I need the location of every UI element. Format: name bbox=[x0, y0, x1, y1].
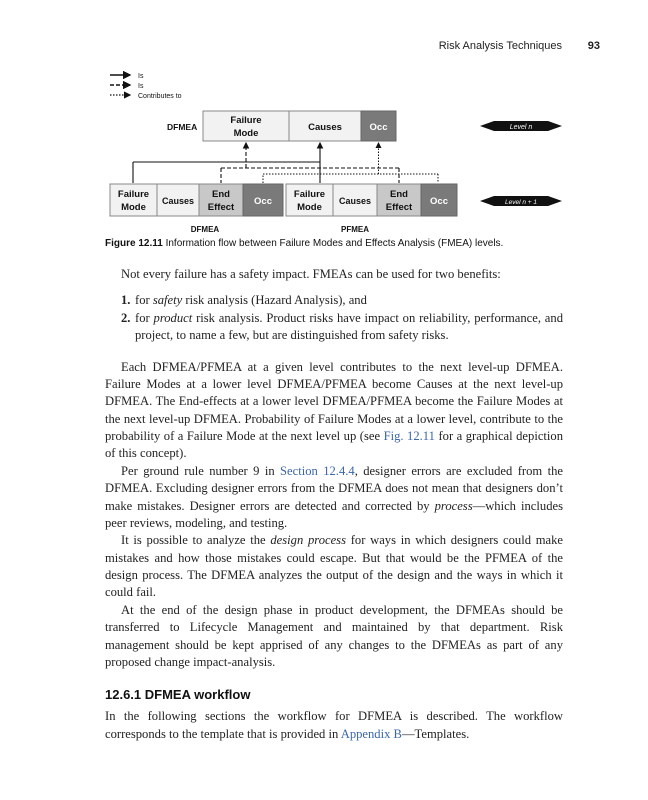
p2-text-a: Per ground rule number 9 in bbox=[121, 463, 281, 478]
figure-caption-text: Information flow between Failure Modes and Effects Analysis (FMEA) levels. bbox=[165, 238, 504, 249]
connectors bbox=[133, 143, 438, 183]
top-failure-mode-line1: Failure bbox=[230, 115, 262, 126]
list-text-em: product bbox=[153, 310, 193, 325]
page-number: 93 bbox=[587, 40, 600, 52]
right-end-effect-line2: Effect bbox=[385, 202, 413, 213]
p3-text-a: It is possible to analyze the bbox=[121, 533, 271, 548]
left-end-effect-line1: End bbox=[212, 189, 230, 200]
list-text-pre: for bbox=[135, 310, 154, 325]
list-text-post: risk analysis. Product risks have impact on reliability, performance, and project, to name a few, but are distinguished from safety risks. bbox=[135, 310, 563, 343]
legend-label-2: Is bbox=[138, 83, 144, 90]
left-failure-mode-line2: Mode bbox=[121, 202, 146, 213]
top-causes-text: Causes bbox=[308, 122, 342, 133]
top-failure-mode-line2: Mode bbox=[233, 128, 259, 139]
paragraph-3 bbox=[105, 532, 563, 602]
p5-text-b: —Templates. bbox=[401, 726, 470, 741]
benefit-list bbox=[105, 292, 563, 344]
running-head-title: Risk Analysis Techniques bbox=[438, 40, 562, 52]
legend-label-3: Contributes to bbox=[138, 93, 182, 100]
list-number: 1. bbox=[121, 293, 131, 308]
p2-text-em: process bbox=[434, 498, 473, 513]
appendix-link[interactable]: Appendix B bbox=[340, 726, 402, 741]
intro-paragraph: Not every failure has a safety impact. FMEAs can be used for two benefits: bbox=[121, 267, 501, 281]
paragraph-2 bbox=[105, 463, 563, 533]
legend-label-1: Is bbox=[138, 73, 144, 80]
body-text bbox=[105, 266, 563, 743]
right-causes-text: Causes bbox=[338, 196, 372, 206]
list-text-pre: for bbox=[135, 293, 153, 308]
section-heading: 12.6.1 DFMEA workflow bbox=[105, 687, 251, 703]
bottom-pfmea-label: PFMEA bbox=[341, 225, 369, 234]
fmea-diagram bbox=[105, 68, 565, 238]
p1-text-a: Each DFMEA/PFMEA at a given level contributes to the next level-up DFMEA. Failure Modes at a lower level DFMEA/PFMEA become Causes at the next level-up DFMEA. The End-effects at a lower level DFMEA/PFMEA become the Failure Modes at the next level-up DFMEA. Probability of Failure Modes at a lower level, contribute to the probability of a Failure Mode at the next level up (see bbox=[105, 359, 563, 443]
running-head bbox=[0, 40, 648, 56]
left-end-effect-line2: Effect bbox=[207, 202, 235, 213]
paragraph-4: At the end of the design phase in product development, the DFMEAs should be transferred to Lifecycle Management and maintained by that department. Risk management should be kept apprised of any changes to the DFMEAs as part of any proposed change impact-analysis. bbox=[105, 602, 563, 669]
fmea-figure bbox=[105, 68, 565, 258]
figure-caption bbox=[105, 238, 565, 249]
p3-text-em: design process bbox=[270, 533, 346, 548]
list-item bbox=[121, 310, 563, 345]
left-failure-mode-line1: Failure bbox=[117, 189, 150, 200]
bottom-dfmea-label: DFMEA bbox=[190, 225, 220, 234]
p5-text-a: In the following sections the workflow for DFMEA is described. The workflow corresponds to the template that is provided in bbox=[105, 709, 563, 741]
left-causes-text: Causes bbox=[161, 196, 195, 206]
p2-text-b: , designer errors are excluded from the DFMEA. Excluding designer errors from the DFMEA does not mean that designers don’t make mistakes. Designer errors are detected and corrected by bbox=[105, 463, 563, 513]
list-number: 2. bbox=[121, 310, 131, 325]
top-occ-text: Occ bbox=[369, 122, 388, 133]
top-dfmea-label: DFMEA bbox=[167, 122, 198, 132]
right-occ-text: Occ bbox=[430, 196, 448, 207]
list-item bbox=[121, 292, 563, 309]
level-n-text: Level n bbox=[509, 124, 533, 131]
list-text-em: safety bbox=[152, 293, 183, 308]
legend bbox=[110, 73, 182, 100]
list-text-post: risk analysis (Hazard Analysis), and bbox=[182, 293, 367, 308]
p1-text-b: for a graphical depiction of this concept). bbox=[105, 429, 563, 461]
figure-caption-label: Figure 12.11 bbox=[105, 238, 163, 249]
paragraph-5 bbox=[105, 708, 563, 743]
right-failure-mode-line2: Mode bbox=[297, 202, 322, 213]
section-link[interactable]: Section 12.4.4 bbox=[280, 463, 355, 478]
paragraph-1 bbox=[105, 359, 563, 463]
fig-link[interactable]: Fig. 12.11 bbox=[383, 429, 435, 443]
p2-text-c: —which includes peer reviews, modeling, and testing. bbox=[105, 498, 563, 530]
right-failure-mode-line1: Failure bbox=[293, 189, 326, 200]
right-end-effect-line1: End bbox=[390, 189, 408, 200]
left-occ-text: Occ bbox=[254, 196, 272, 207]
level-n-plus-1-text: Level n + 1 bbox=[505, 199, 537, 206]
p3-text-b: for ways in which designers could make mistakes and how those mistakes could escape. But that would be the PFMEA of the design process. The DFMEA analyzes the output of the design and the ways in which it could fail. bbox=[105, 533, 564, 600]
